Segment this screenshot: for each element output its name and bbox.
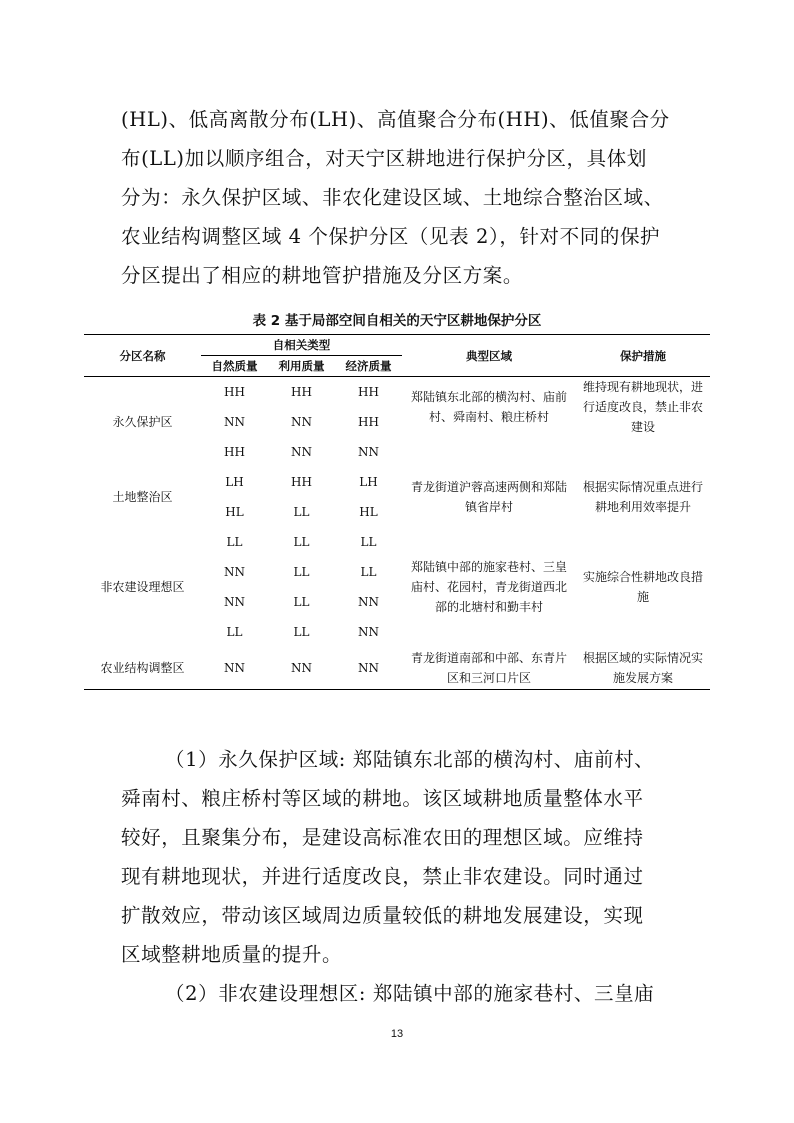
natural-quality-cell: HH [224,445,245,459]
text-line: (HL)、低高离散分布(LH)、高值聚合分布(HH)、低值聚合分 [121,108,670,131]
text-line: （2）非农建设理想区: 郑陆镇中部的施家巷村、三皇庙 [165,982,655,1005]
table-row [84,467,710,497]
natural-quality-cell: LH [225,475,244,489]
economic-quality-cell: HH [358,415,379,429]
text-line: 农业结构调整区域 4 个保护分区（见表 2），针对不同的保护 [121,225,661,248]
zone-name-cell: 永久保护区 [112,415,173,429]
natural-quality-cell: NN [224,595,245,609]
measure-cell: 维持现有耕地现状，进行适度改良，禁止非农建设 [582,380,703,434]
zone-name-cell: 农业结构调整区 [100,661,185,675]
economic-quality-cell: LL [360,535,377,549]
table-row [84,647,710,690]
economic-quality-cell: LH [359,475,378,489]
typical-area-cell: 郑陆镇东北部的横沟村、庙前村、舜南村、粮庄桥村 [410,390,567,424]
header-autocorr-type: 自相关类型 [201,335,402,356]
use-quality-cell: HH [291,475,312,489]
use-quality-cell: NN [291,415,312,429]
header-natural-quality: 自然质量 [211,359,258,373]
natural-quality-cell: HL [225,505,244,519]
use-quality-cell: NN [291,445,312,459]
typical-area-cell: 青龙街道沪蓉高速两侧和郑陆镇省岸村 [410,480,567,514]
typical-area-cell: 青龙街道南部和中部、东青片区和三河口片区 [410,651,567,685]
measure-cell: 根据实际情况重点进行耕地利用效率提升 [582,480,703,514]
header-zone-name: 分区名称 [119,348,166,363]
text-line: 扩散效应，带动该区域周边质量较低的耕地发展建设，实现 [121,904,644,927]
protection-zone-table [84,334,710,690]
header-measures: 保护措施 [620,348,666,363]
text-line: 分区提出了相应的耕地管护措施及分区方案。 [121,264,524,287]
economic-quality-cell: HH [358,385,379,399]
header-use-quality: 利用质量 [278,359,325,373]
economic-quality-cell: NN [358,445,379,459]
economic-quality-cell: NN [358,625,379,639]
use-quality-cell: LL [293,565,310,579]
empty-cell [402,437,576,467]
economic-quality-cell: HL [359,505,378,519]
economic-quality-cell: NN [358,595,379,609]
body-paragraph-1 [121,100,674,295]
zone-name-cell: 土地整治区 [112,490,173,504]
body-paragraph-2 [121,740,674,1013]
text-line: 现有耕地现状，并进行适度改良，禁止非农建设。同时通过 [121,865,644,888]
use-quality-cell: LL [293,505,310,519]
typical-area-cell: 郑陆镇中部的施家巷村、三皇庙村、花园村，青龙街道西北部的北塘村和勤丰村 [410,560,567,614]
use-quality-cell: HH [291,385,312,399]
text-line: 区域整耕地质量的提升。 [121,943,343,966]
natural-quality-cell: NN [224,565,245,579]
use-quality-cell: LL [293,535,310,549]
use-quality-cell: NN [291,661,312,675]
table-row [84,377,710,408]
table-row [84,527,710,557]
use-quality-cell: LL [293,625,310,639]
empty-cell [576,437,710,467]
measure-cell: 实施综合性耕地改良措施 [582,570,703,604]
use-quality-cell: LL [293,595,310,609]
economic-quality-cell: LL [360,565,377,579]
text-line: 分为：永久保护区域、非农化建设区域、土地综合整治区域、 [121,186,664,209]
zone-name-cell: 非农建设理想区 [100,580,185,594]
economic-quality-cell: NN [358,661,379,675]
text-line: 较好，且聚集分布，是建设高标准农田的理想区域。应维持 [121,826,644,849]
natural-quality-cell: NN [224,661,245,675]
natural-quality-cell: LL [226,625,243,639]
header-typical-area: 典型区域 [466,348,512,363]
text-line: 舜南村、粮庄桥村等区域的耕地。该区域耕地质量整体水平 [121,787,644,810]
natural-quality-cell: LL [226,535,243,549]
text-line: 布(LL)加以顺序组合，对天宁区耕地进行保护分区，具体划 [121,147,647,170]
natural-quality-cell: HH [224,385,245,399]
natural-quality-cell: NN [224,415,245,429]
table-caption: 表 2 基于局部空间自相关的天宁区耕地保护分区 [252,313,542,329]
page-number: 13 [390,1028,404,1040]
header-economic-quality: 经济质量 [345,359,392,373]
measure-cell: 根据区域的实际情况实施发展方案 [582,651,703,685]
text-line: （1）永久保护区域: 郑陆镇东北部的横沟村、庙前村、 [165,748,655,771]
